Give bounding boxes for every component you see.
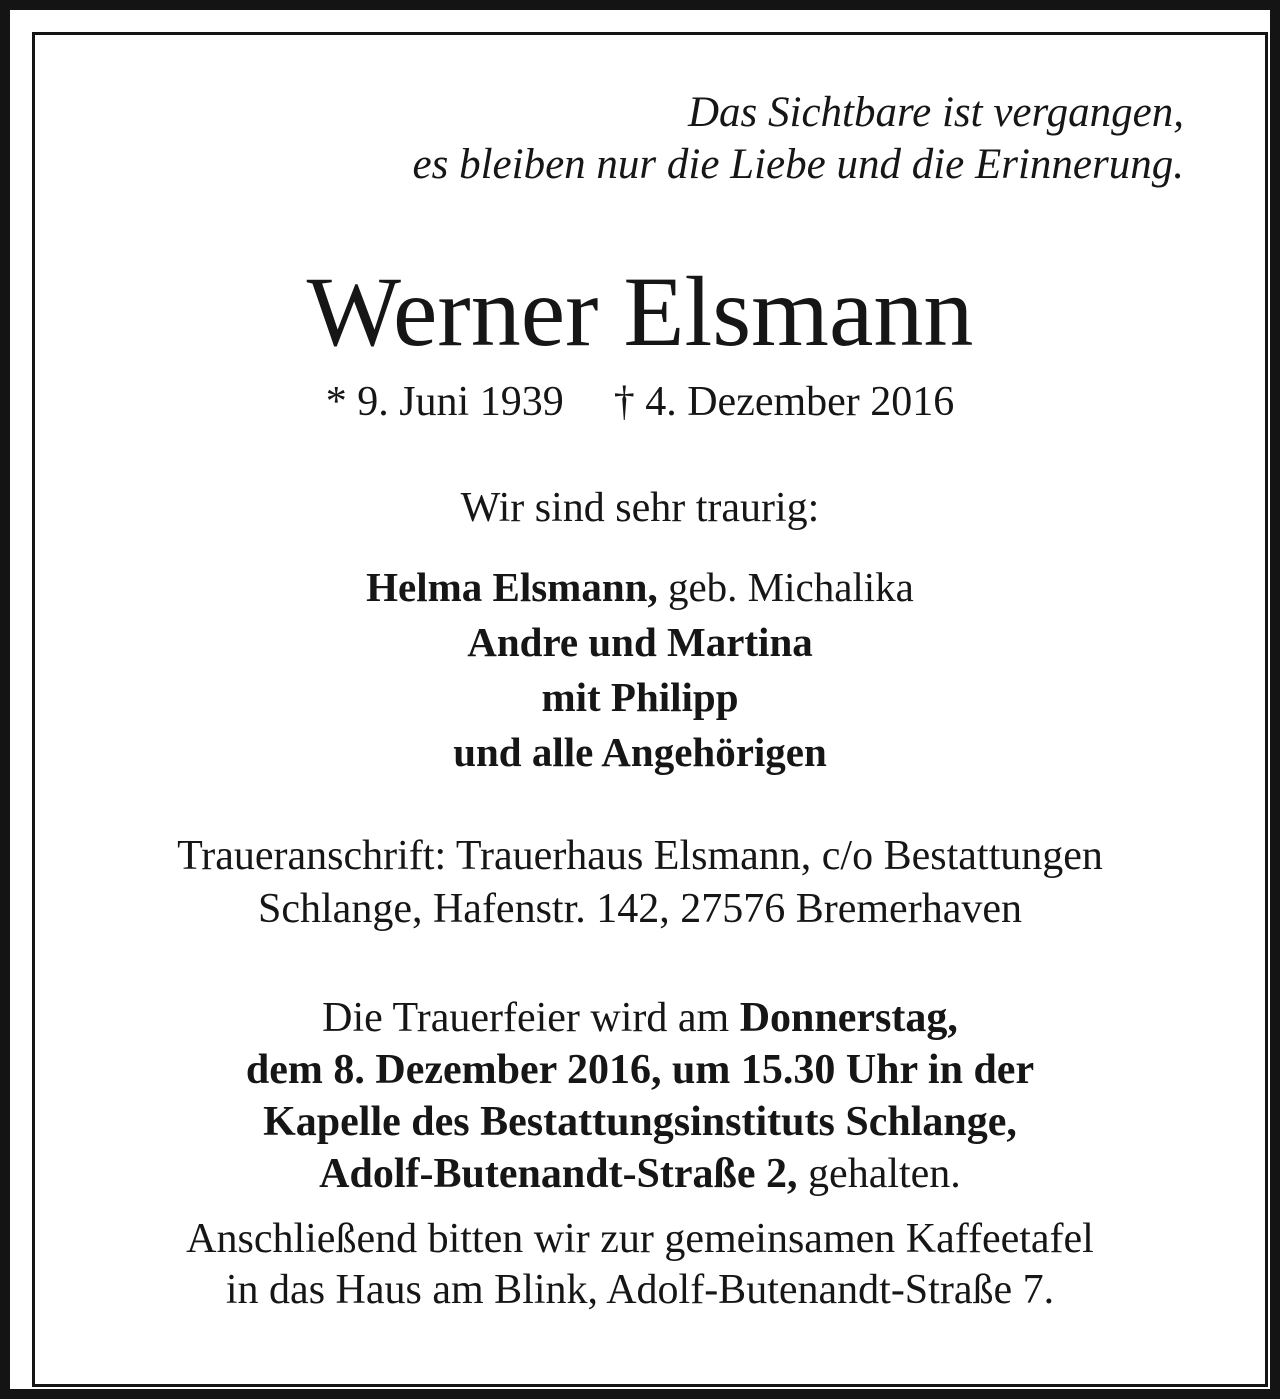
service-closing: gehalten. bbox=[797, 1151, 961, 1197]
deceased-name: Werner Elsmann bbox=[306, 256, 974, 367]
spouse-name: Helma Elsmann, bbox=[366, 564, 658, 610]
reception-line-1: Anschließend bitten wir zur gemeinsamen Kaffeetafel bbox=[186, 1216, 1094, 1262]
death-date: † 4. Dezember 2016 bbox=[613, 379, 955, 425]
service-day: Donnerstag, bbox=[739, 995, 958, 1041]
mourner-line-4 bbox=[0, 728, 1280, 776]
mourner-children: Andre und Martina bbox=[467, 619, 813, 665]
motto-line-2: es bleiben nur die Liebe und die Erinnerung. bbox=[412, 141, 1184, 188]
service-line-1 bbox=[0, 994, 1280, 1042]
mourner-relatives: und alle Angehörigen bbox=[453, 729, 827, 775]
service-line-4 bbox=[0, 1150, 1280, 1198]
spouse-maiden-name: geb. Michalika bbox=[657, 564, 914, 610]
address-line-1: Traueranschrift: Trauerhaus Elsmann, c/o Bestattungen bbox=[177, 833, 1103, 879]
service-date-time: dem 8. Dezember 2016, um 15.30 Uhr in der bbox=[245, 1047, 1035, 1093]
life-dates bbox=[0, 378, 1280, 426]
reception-line-2: in das Haus am Blink, Adolf-Butenandt-Straße 7. bbox=[225, 1267, 1055, 1313]
service-intro: Die Trauerfeier wird am bbox=[322, 995, 740, 1041]
mourner-line-2 bbox=[0, 618, 1280, 666]
service-line-2 bbox=[0, 1046, 1280, 1094]
service-line-3 bbox=[0, 1098, 1280, 1146]
address-line-2: Schlange, Hafenstr. 142, 27576 Bremerhaven bbox=[258, 886, 1022, 932]
mourners-intro: Wir sind sehr traurig: bbox=[460, 485, 820, 531]
service-venue: Kapelle des Bestattungsinstituts Schlange, bbox=[263, 1099, 1017, 1145]
mourner-line-3 bbox=[0, 673, 1280, 721]
birth-date: * 9. Juni 1939 bbox=[325, 379, 564, 425]
mourner-spouse bbox=[0, 563, 1280, 611]
service-street: Adolf-Butenandt-Straße 2, bbox=[319, 1151, 798, 1197]
mourner-grandchild: mit Philipp bbox=[541, 674, 739, 720]
motto-line-1: Das Sichtbare ist vergangen, bbox=[687, 89, 1184, 136]
